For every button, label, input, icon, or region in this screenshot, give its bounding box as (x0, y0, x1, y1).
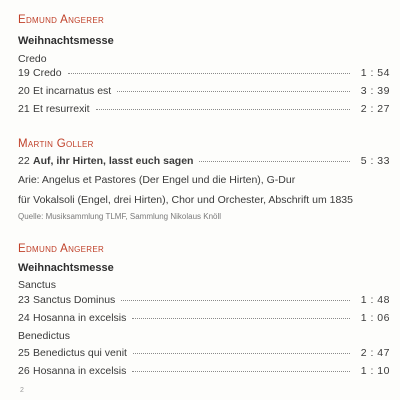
track-title: Et incarnatus est (33, 85, 112, 97)
dot-leader (96, 109, 350, 110)
work-title: Weihnachtsmesse (18, 35, 114, 47)
track-title: Credo (33, 67, 62, 79)
dot-leader (121, 300, 350, 301)
track-duration: 1 : 48 (360, 294, 390, 306)
track-title: Benedictus qui venit (33, 347, 127, 359)
source-note: Quelle: Musiksammlung TLMF, Sammlung Nikolaus Knöll (18, 212, 222, 221)
track-duration: 1 : 10 (360, 365, 390, 377)
track-number: 26 (18, 365, 30, 377)
track-title: Hosanna in excelsis (33, 365, 127, 377)
track-duration: 5 : 33 (360, 155, 390, 167)
track-duration: 3 : 39 (360, 85, 390, 97)
track-title: Sanctus Dominus (33, 294, 116, 306)
dot-leader (132, 318, 350, 319)
track-title: Et resurrexit (33, 103, 90, 115)
track-title: Hosanna in excelsis (33, 312, 127, 324)
track-number: 24 (18, 312, 30, 324)
track-duration: 2 : 47 (360, 347, 390, 359)
work-scoring: für Vokalsoli (Engel, drei Hirten), Chor und Orchester, Abschrift um 1835 (18, 194, 353, 206)
track-row (18, 294, 390, 308)
dot-leader (117, 91, 350, 92)
dot-leader (133, 353, 350, 354)
dot-leader (132, 371, 350, 372)
track-row (18, 103, 390, 117)
track-row (18, 365, 390, 379)
track-title: Auf, ihr Hirten, lasst euch sagen (33, 155, 194, 167)
track-row (18, 312, 390, 326)
track-number: 22 (18, 155, 30, 167)
track-number: 20 (18, 85, 30, 97)
track-number: 23 (18, 294, 30, 306)
composer-name: Edmund Angerer (18, 14, 105, 26)
track-duration: 1 : 06 (360, 312, 390, 324)
composer-name: Edmund Angerer (18, 243, 105, 255)
track-duration: 2 : 27 (360, 103, 390, 115)
section-heading: Credo (18, 53, 47, 65)
work-description: Arie: Angelus et Pastores (Der Engel und die Hirten), G-Dur (18, 174, 296, 186)
dot-leader (68, 73, 350, 74)
section-heading: Benedictus (18, 330, 70, 342)
composer-name: Martin Goller (18, 138, 94, 150)
track-number: 19 (18, 67, 30, 79)
track-row (18, 67, 390, 81)
track-duration: 1 : 54 (360, 67, 390, 79)
track-number: 25 (18, 347, 30, 359)
page-number: 2 (20, 387, 24, 394)
track-row (18, 155, 390, 169)
dot-leader (199, 161, 350, 162)
track-number: 21 (18, 103, 30, 115)
track-row (18, 347, 390, 361)
track-row (18, 85, 390, 99)
section-heading: Sanctus (18, 279, 56, 291)
work-title: Weihnachtsmesse (18, 262, 114, 274)
